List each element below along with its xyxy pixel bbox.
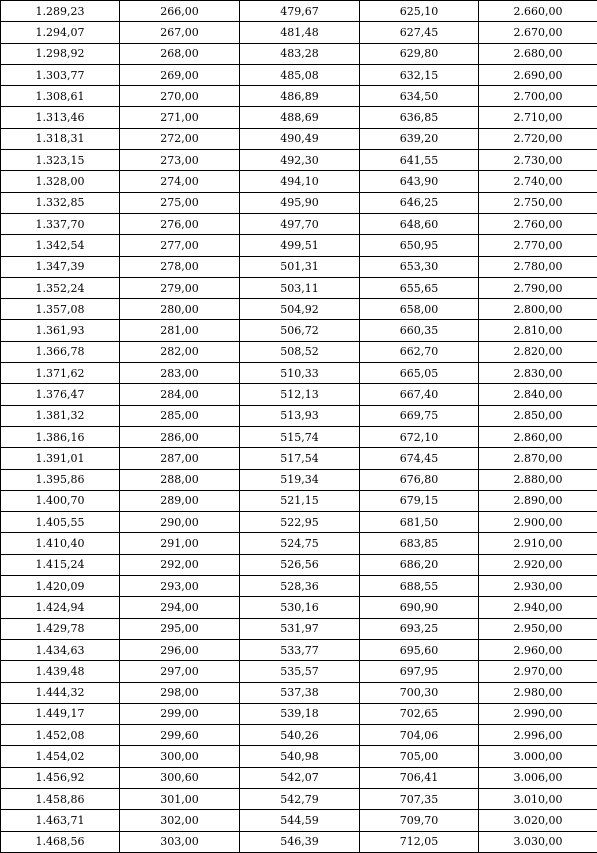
table-row xyxy=(1,256,597,277)
table-cell: 1.444,32 xyxy=(1,682,120,703)
table-cell: 298,00 xyxy=(120,682,240,703)
table-cell: 662,70 xyxy=(360,341,479,362)
table-row xyxy=(1,277,597,298)
table-cell: 1.366,78 xyxy=(1,341,120,362)
table-cell: 1.449,17 xyxy=(1,703,120,724)
table-cell: 272,00 xyxy=(120,128,240,149)
table-cell: 535,57 xyxy=(240,661,360,682)
table-cell: 1.456,92 xyxy=(1,767,120,788)
table-cell: 1.303,77 xyxy=(1,64,120,85)
table-cell: 524,75 xyxy=(240,533,360,554)
table-cell: 546,39 xyxy=(240,831,360,852)
table-cell: 1.313,46 xyxy=(1,107,120,128)
table-cell: 483,28 xyxy=(240,43,360,64)
table-cell: 1.323,15 xyxy=(1,150,120,171)
table-row xyxy=(1,682,597,703)
table-cell: 268,00 xyxy=(120,43,240,64)
table-cell: 495,90 xyxy=(240,192,360,213)
table-cell: 513,93 xyxy=(240,405,360,426)
table-cell: 627,45 xyxy=(360,22,479,43)
table-row xyxy=(1,107,597,128)
table-cell: 494,10 xyxy=(240,171,360,192)
table-cell: 1.357,08 xyxy=(1,299,120,320)
table-row xyxy=(1,1,597,22)
table-cell: 295,00 xyxy=(120,618,240,639)
table-cell: 1.439,48 xyxy=(1,661,120,682)
table-cell: 650,95 xyxy=(360,235,479,256)
table-cell: 1.395,86 xyxy=(1,469,120,490)
table-cell: 3.030,00 xyxy=(479,831,597,852)
table-cell: 2.790,00 xyxy=(479,277,597,298)
table-cell: 1.294,07 xyxy=(1,22,120,43)
table-cell: 700,30 xyxy=(360,682,479,703)
table-cell: 1.332,85 xyxy=(1,192,120,213)
table-cell: 1.318,31 xyxy=(1,128,120,149)
table-cell: 1.424,94 xyxy=(1,597,120,618)
table-cell: 1.386,16 xyxy=(1,426,120,447)
table-cell: 299,00 xyxy=(120,703,240,724)
table-cell: 1.429,78 xyxy=(1,618,120,639)
table-row xyxy=(1,639,597,660)
table-cell: 1.400,70 xyxy=(1,490,120,511)
table-cell: 285,00 xyxy=(120,405,240,426)
table-cell: 1.342,54 xyxy=(1,235,120,256)
table-cell: 283,00 xyxy=(120,363,240,384)
table-cell: 2.940,00 xyxy=(479,597,597,618)
table-row xyxy=(1,746,597,767)
table-cell: 1.391,01 xyxy=(1,448,120,469)
table-cell: 707,35 xyxy=(360,788,479,809)
table-cell: 2.880,00 xyxy=(479,469,597,490)
table-cell: 299,60 xyxy=(120,725,240,746)
table-cell: 705,00 xyxy=(360,746,479,767)
table-cell: 270,00 xyxy=(120,86,240,107)
table-cell: 293,00 xyxy=(120,576,240,597)
table-cell: 686,20 xyxy=(360,554,479,575)
table-cell: 1.376,47 xyxy=(1,384,120,405)
table-row xyxy=(1,725,597,746)
table-cell: 275,00 xyxy=(120,192,240,213)
table-cell: 2.700,00 xyxy=(479,86,597,107)
table-cell: 2.830,00 xyxy=(479,363,597,384)
table-cell: 1.420,09 xyxy=(1,576,120,597)
table-cell: 688,55 xyxy=(360,576,479,597)
table-cell: 269,00 xyxy=(120,64,240,85)
table-cell: 709,70 xyxy=(360,810,479,831)
table-cell: 282,00 xyxy=(120,341,240,362)
table-cell: 704,06 xyxy=(360,725,479,746)
table-cell: 2.760,00 xyxy=(479,213,597,234)
table-cell: 702,65 xyxy=(360,703,479,724)
table-cell: 539,18 xyxy=(240,703,360,724)
table-row xyxy=(1,43,597,64)
table-cell: 289,00 xyxy=(120,490,240,511)
table-cell: 517,54 xyxy=(240,448,360,469)
table-cell: 653,30 xyxy=(360,256,479,277)
table-cell: 522,95 xyxy=(240,512,360,533)
table-row xyxy=(1,235,597,256)
table-cell: 1.468,56 xyxy=(1,831,120,852)
table-cell: 540,98 xyxy=(240,746,360,767)
table-row xyxy=(1,22,597,43)
table-row xyxy=(1,299,597,320)
table-row xyxy=(1,150,597,171)
table-cell: 646,25 xyxy=(360,192,479,213)
table-cell: 506,72 xyxy=(240,320,360,341)
table-cell: 2.750,00 xyxy=(479,192,597,213)
table-cell: 485,08 xyxy=(240,64,360,85)
table-row xyxy=(1,512,597,533)
table-cell: 3.006,00 xyxy=(479,767,597,788)
table-row xyxy=(1,469,597,490)
table-cell: 1.454,02 xyxy=(1,746,120,767)
table-row xyxy=(1,448,597,469)
table-cell: 706,41 xyxy=(360,767,479,788)
table-cell: 625,10 xyxy=(360,1,479,22)
table-cell: 2.730,00 xyxy=(479,150,597,171)
table-cell: 1.415,24 xyxy=(1,554,120,575)
table-cell: 2.850,00 xyxy=(479,405,597,426)
table-cell: 287,00 xyxy=(120,448,240,469)
table-row xyxy=(1,597,597,618)
table-cell: 544,59 xyxy=(240,810,360,831)
table-cell: 279,00 xyxy=(120,277,240,298)
table-cell: 3.020,00 xyxy=(479,810,597,831)
table-cell: 2.770,00 xyxy=(479,235,597,256)
table-cell: 300,60 xyxy=(120,767,240,788)
table-cell: 266,00 xyxy=(120,1,240,22)
table-cell: 2.890,00 xyxy=(479,490,597,511)
table-cell: 648,60 xyxy=(360,213,479,234)
table-cell: 286,00 xyxy=(120,426,240,447)
table-cell: 300,00 xyxy=(120,746,240,767)
table-row xyxy=(1,171,597,192)
table-cell: 2.910,00 xyxy=(479,533,597,554)
table-cell: 277,00 xyxy=(120,235,240,256)
table-cell: 2.996,00 xyxy=(479,725,597,746)
table-row xyxy=(1,405,597,426)
table-row xyxy=(1,661,597,682)
table-cell: 672,10 xyxy=(360,426,479,447)
table-cell: 639,20 xyxy=(360,128,479,149)
table-cell: 481,48 xyxy=(240,22,360,43)
table-cell: 537,38 xyxy=(240,682,360,703)
table-cell: 1.434,63 xyxy=(1,639,120,660)
table-cell: 531,97 xyxy=(240,618,360,639)
table-cell: 1.452,08 xyxy=(1,725,120,746)
table-cell: 490,49 xyxy=(240,128,360,149)
table-cell: 267,00 xyxy=(120,22,240,43)
table-cell: 634,50 xyxy=(360,86,479,107)
table-cell: 2.720,00 xyxy=(479,128,597,149)
table-cell: 271,00 xyxy=(120,107,240,128)
table-cell: 508,52 xyxy=(240,341,360,362)
table-cell: 2.900,00 xyxy=(479,512,597,533)
table-row xyxy=(1,320,597,341)
table-cell: 1.337,70 xyxy=(1,213,120,234)
table-cell: 504,92 xyxy=(240,299,360,320)
table-cell: 667,40 xyxy=(360,384,479,405)
table-cell: 2.710,00 xyxy=(479,107,597,128)
table-cell: 665,05 xyxy=(360,363,479,384)
table-cell: 2.950,00 xyxy=(479,618,597,639)
table-cell: 302,00 xyxy=(120,810,240,831)
table-cell: 1.463,71 xyxy=(1,810,120,831)
table-row xyxy=(1,64,597,85)
table-cell: 1.410,40 xyxy=(1,533,120,554)
table-cell: 273,00 xyxy=(120,150,240,171)
table-cell: 512,13 xyxy=(240,384,360,405)
table-cell: 1.361,93 xyxy=(1,320,120,341)
table-cell: 297,00 xyxy=(120,661,240,682)
table-row xyxy=(1,576,597,597)
table-cell: 486,89 xyxy=(240,86,360,107)
table-row xyxy=(1,128,597,149)
table-cell: 276,00 xyxy=(120,213,240,234)
table-cell: 2.810,00 xyxy=(479,320,597,341)
table-cell: 284,00 xyxy=(120,384,240,405)
table-cell: 503,11 xyxy=(240,277,360,298)
table-row xyxy=(1,618,597,639)
table-cell: 2.660,00 xyxy=(479,1,597,22)
table-cell: 303,00 xyxy=(120,831,240,852)
table-cell: 2.840,00 xyxy=(479,384,597,405)
table-cell: 1.405,55 xyxy=(1,512,120,533)
table-cell: 629,80 xyxy=(360,43,479,64)
table-cell: 697,95 xyxy=(360,661,479,682)
table-cell: 676,80 xyxy=(360,469,479,490)
table-cell: 695,60 xyxy=(360,639,479,660)
table-row xyxy=(1,703,597,724)
table-cell: 643,90 xyxy=(360,171,479,192)
table-cell: 655,65 xyxy=(360,277,479,298)
table-cell: 681,50 xyxy=(360,512,479,533)
table-cell: 542,07 xyxy=(240,767,360,788)
table-row xyxy=(1,384,597,405)
table-cell: 3.000,00 xyxy=(479,746,597,767)
table-cell: 526,56 xyxy=(240,554,360,575)
table-cell: 669,75 xyxy=(360,405,479,426)
table-row xyxy=(1,533,597,554)
table-cell: 1.458,86 xyxy=(1,788,120,809)
table-row xyxy=(1,213,597,234)
table-cell: 292,00 xyxy=(120,554,240,575)
table-cell: 2.680,00 xyxy=(479,43,597,64)
table-cell: 542,79 xyxy=(240,788,360,809)
table-cell: 274,00 xyxy=(120,171,240,192)
table-cell: 679,15 xyxy=(360,490,479,511)
table-row xyxy=(1,426,597,447)
table-cell: 533,77 xyxy=(240,639,360,660)
table-cell: 683,85 xyxy=(360,533,479,554)
table-cell: 2.820,00 xyxy=(479,341,597,362)
table-cell: 2.800,00 xyxy=(479,299,597,320)
table-cell: 1.308,61 xyxy=(1,86,120,107)
table-cell: 3.010,00 xyxy=(479,788,597,809)
table-row xyxy=(1,363,597,384)
table-cell: 301,00 xyxy=(120,788,240,809)
table-row xyxy=(1,341,597,362)
table-cell: 1.352,24 xyxy=(1,277,120,298)
table-cell: 288,00 xyxy=(120,469,240,490)
table-cell: 1.371,62 xyxy=(1,363,120,384)
table-cell: 488,69 xyxy=(240,107,360,128)
table-cell: 632,15 xyxy=(360,64,479,85)
table-cell: 2.870,00 xyxy=(479,448,597,469)
table-cell: 674,45 xyxy=(360,448,479,469)
table-row xyxy=(1,490,597,511)
table-cell: 281,00 xyxy=(120,320,240,341)
table-cell: 540,26 xyxy=(240,725,360,746)
table-cell: 521,15 xyxy=(240,490,360,511)
table-cell: 1.298,92 xyxy=(1,43,120,64)
table-cell: 296,00 xyxy=(120,639,240,660)
table-cell: 1.289,23 xyxy=(1,1,120,22)
table-cell: 499,51 xyxy=(240,235,360,256)
table-row xyxy=(1,554,597,575)
table-cell: 712,05 xyxy=(360,831,479,852)
table-row xyxy=(1,810,597,831)
table-cell: 641,55 xyxy=(360,150,479,171)
table-cell: 658,00 xyxy=(360,299,479,320)
table-cell: 528,36 xyxy=(240,576,360,597)
table-cell: 515,74 xyxy=(240,426,360,447)
table-cell: 2.970,00 xyxy=(479,661,597,682)
table-cell: 479,67 xyxy=(240,1,360,22)
table-row xyxy=(1,788,597,809)
table-cell: 2.920,00 xyxy=(479,554,597,575)
table-cell: 492,30 xyxy=(240,150,360,171)
table-cell: 2.740,00 xyxy=(479,171,597,192)
table-cell: 294,00 xyxy=(120,597,240,618)
table-cell: 291,00 xyxy=(120,533,240,554)
table-cell: 693,25 xyxy=(360,618,479,639)
table-cell: 1.381,32 xyxy=(1,405,120,426)
table-cell: 1.328,00 xyxy=(1,171,120,192)
table-row xyxy=(1,767,597,788)
table-row xyxy=(1,192,597,213)
table-cell: 290,00 xyxy=(120,512,240,533)
table-cell: 2.670,00 xyxy=(479,22,597,43)
table-cell: 2.690,00 xyxy=(479,64,597,85)
table-cell: 690,90 xyxy=(360,597,479,618)
table-row xyxy=(1,831,597,852)
table-cell: 636,85 xyxy=(360,107,479,128)
table-cell: 1.347,39 xyxy=(1,256,120,277)
table-cell: 2.860,00 xyxy=(479,426,597,447)
table-row xyxy=(1,86,597,107)
table-cell: 2.780,00 xyxy=(479,256,597,277)
table-cell: 530,16 xyxy=(240,597,360,618)
table-cell: 660,35 xyxy=(360,320,479,341)
table-cell: 501,31 xyxy=(240,256,360,277)
table-cell: 497,70 xyxy=(240,213,360,234)
table-cell: 2.930,00 xyxy=(479,576,597,597)
table-cell: 510,33 xyxy=(240,363,360,384)
table-cell: 2.980,00 xyxy=(479,682,597,703)
table-cell: 278,00 xyxy=(120,256,240,277)
table-cell: 2.990,00 xyxy=(479,703,597,724)
table-cell: 280,00 xyxy=(120,299,240,320)
table-cell: 519,34 xyxy=(240,469,360,490)
table-cell: 2.960,00 xyxy=(479,639,597,660)
values-table-body xyxy=(1,1,597,853)
